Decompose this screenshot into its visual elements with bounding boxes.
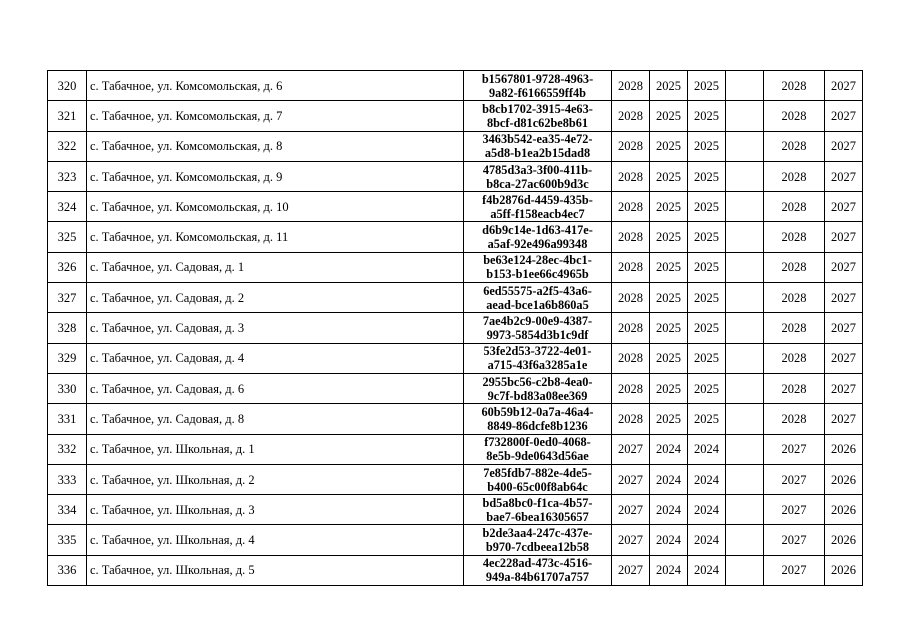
guid-line-2: bae7-6bea16305657: [486, 509, 589, 524]
row-number: 324: [48, 192, 87, 222]
table-body: [48, 71, 863, 586]
guid-line-1: b2de3aa4-247c-437e-: [482, 526, 593, 541]
address-cell: с. Табачное, ул. Школьная, д. 2: [87, 464, 464, 494]
house-guid-cell: [464, 404, 612, 434]
guid-line-2: b970-7cdbeea12b58: [485, 540, 590, 555]
house-guid-cell: [464, 283, 612, 313]
year-cell-2: 2025: [650, 131, 688, 161]
guid-line-2: b153-b1ee66c4965b: [486, 267, 589, 282]
year-cell-5: 2028: [764, 192, 825, 222]
year-cell-4: [726, 192, 764, 222]
year-cell-6: 2027: [825, 343, 863, 373]
year-cell-6: 2027: [825, 404, 863, 434]
address-cell: с. Табачное, ул. Комсомольская, д. 11: [87, 222, 464, 252]
year-cell-5: 2028: [764, 252, 825, 282]
table-row: [48, 192, 863, 222]
year-cell-2: 2025: [650, 71, 688, 101]
year-cell-5: 2028: [764, 283, 825, 313]
address-cell: с. Табачное, ул. Садовая, д. 8: [87, 404, 464, 434]
house-guid-cell: [464, 313, 612, 343]
year-cell-4: [726, 343, 764, 373]
year-cell-6: 2027: [825, 131, 863, 161]
year-cell-3: 2025: [688, 373, 726, 403]
address-cell: с. Табачное, ул. Комсомольская, д. 7: [87, 101, 464, 131]
address-cell: с. Табачное, ул. Садовая, д. 4: [87, 343, 464, 373]
table-row: [48, 404, 863, 434]
year-cell-2: 2025: [650, 313, 688, 343]
year-cell-3: 2024: [688, 525, 726, 555]
year-cell-6: 2027: [825, 252, 863, 282]
year-cell-2: 2025: [650, 343, 688, 373]
year-cell-6: 2027: [825, 101, 863, 131]
guid-line-2: a5d8-b1ea2b15dad8: [484, 146, 591, 161]
year-cell-4: [726, 495, 764, 525]
guid-line-1: 4785d3a3-3f00-411b-: [482, 162, 593, 177]
row-number: 332: [48, 434, 87, 464]
year-cell-4: [726, 252, 764, 282]
guid-line-1: 4ec228ad-473c-4516-: [482, 556, 593, 571]
year-cell-1: 2028: [612, 373, 650, 403]
table-row: [48, 283, 863, 313]
year-cell-3: 2025: [688, 161, 726, 191]
row-number: 323: [48, 161, 87, 191]
year-cell-4: [726, 373, 764, 403]
table-row: [48, 71, 863, 101]
guid-line-2: a5af-92e496a99348: [487, 237, 588, 252]
year-cell-2: 2025: [650, 192, 688, 222]
year-cell-2: 2024: [650, 495, 688, 525]
table-row: [48, 101, 863, 131]
year-cell-1: 2027: [612, 555, 650, 585]
house-guid-cell: [464, 192, 612, 222]
year-cell-5: 2028: [764, 101, 825, 131]
guid-line-2: 949a-84b61707a757: [485, 570, 590, 585]
year-cell-1: 2028: [612, 131, 650, 161]
year-cell-3: 2024: [688, 495, 726, 525]
year-cell-6: 2026: [825, 464, 863, 494]
house-guid-cell: [464, 464, 612, 494]
year-cell-2: 2025: [650, 404, 688, 434]
year-cell-3: 2025: [688, 131, 726, 161]
year-cell-1: 2028: [612, 252, 650, 282]
year-cell-2: 2025: [650, 252, 688, 282]
year-cell-1: 2028: [612, 404, 650, 434]
address-cell: с. Табачное, ул. Комсомольская, д. 6: [87, 71, 464, 101]
guid-line-1: 2955bc56-c2b8-4ea0-: [482, 374, 593, 389]
house-guid-cell: [464, 101, 612, 131]
row-number: 331: [48, 404, 87, 434]
guid-line-1: b8cb1702-3915-4e63-: [482, 101, 593, 116]
table-row: [48, 555, 863, 585]
house-guid-cell: [464, 161, 612, 191]
year-cell-6: 2026: [825, 495, 863, 525]
row-number: 330: [48, 373, 87, 403]
table-row: [48, 313, 863, 343]
row-number: 321: [48, 101, 87, 131]
row-number: 322: [48, 131, 87, 161]
year-cell-3: 2025: [688, 313, 726, 343]
document-table: [47, 70, 863, 586]
year-cell-2: 2024: [650, 555, 688, 585]
year-cell-1: 2028: [612, 313, 650, 343]
guid-line-2: 8849-86dcfe8b1236: [487, 418, 588, 433]
year-cell-3: 2025: [688, 222, 726, 252]
guid-line-1: be63e124-28ec-4bc1-: [483, 253, 592, 268]
year-cell-5: 2027: [764, 434, 825, 464]
year-cell-1: 2027: [612, 434, 650, 464]
year-cell-1: 2027: [612, 525, 650, 555]
year-cell-5: 2028: [764, 71, 825, 101]
house-guid-cell: [464, 525, 612, 555]
year-cell-2: 2025: [650, 101, 688, 131]
table-row: [48, 434, 863, 464]
year-cell-6: 2027: [825, 222, 863, 252]
year-cell-6: 2027: [825, 373, 863, 403]
year-cell-5: 2028: [764, 131, 825, 161]
year-cell-4: [726, 283, 764, 313]
year-cell-6: 2027: [825, 161, 863, 191]
address-cell: с. Табачное, ул. Комсомольская, д. 9: [87, 161, 464, 191]
year-cell-2: 2025: [650, 161, 688, 191]
year-cell-5: 2028: [764, 343, 825, 373]
guid-line-2: a5ff-f158eacb4ec7: [490, 206, 585, 221]
year-cell-4: [726, 313, 764, 343]
row-number: 320: [48, 71, 87, 101]
address-cell: с. Табачное, ул. Школьная, д. 3: [87, 495, 464, 525]
house-guid-cell: [464, 343, 612, 373]
house-guid-cell: [464, 71, 612, 101]
year-cell-6: 2026: [825, 525, 863, 555]
table-row: [48, 222, 863, 252]
year-cell-2: 2025: [650, 283, 688, 313]
house-guid-cell: [464, 131, 612, 161]
year-cell-6: 2027: [825, 192, 863, 222]
table-row: [48, 495, 863, 525]
address-cell: с. Табачное, ул. Садовая, д. 2: [87, 283, 464, 313]
year-cell-1: 2028: [612, 283, 650, 313]
guid-line-1: f732800f-0ed0-4068-: [484, 435, 591, 450]
year-cell-3: 2025: [688, 343, 726, 373]
year-cell-4: [726, 464, 764, 494]
year-cell-6: 2027: [825, 313, 863, 343]
table-row: [48, 131, 863, 161]
year-cell-6: 2027: [825, 71, 863, 101]
guid-line-1: b1567801-9728-4963-: [481, 71, 594, 86]
year-cell-5: 2027: [764, 464, 825, 494]
year-cell-4: [726, 161, 764, 191]
year-cell-4: [726, 222, 764, 252]
house-guid-cell: [464, 555, 612, 585]
year-cell-6: 2026: [825, 434, 863, 464]
year-cell-3: 2025: [688, 252, 726, 282]
year-cell-5: 2028: [764, 161, 825, 191]
year-cell-4: [726, 525, 764, 555]
year-cell-5: 2028: [764, 313, 825, 343]
guid-line-2: b400-65c00f8ab64c: [487, 479, 588, 494]
guid-line-2: 9973-5854d3b1c9df: [486, 328, 589, 343]
year-cell-3: 2024: [688, 555, 726, 585]
year-cell-1: 2028: [612, 161, 650, 191]
guid-line-1: f4b2876d-4459-435b-: [482, 192, 593, 207]
year-cell-1: 2028: [612, 343, 650, 373]
house-guid-cell: [464, 373, 612, 403]
house-guid-cell: [464, 222, 612, 252]
guid-line-1: 6ed55575-a2f5-43a6-: [483, 283, 592, 298]
house-guid-cell: [464, 252, 612, 282]
row-number: 325: [48, 222, 87, 252]
guid-line-2: 9a82-f6166559ff4b: [488, 85, 586, 100]
row-number: 326: [48, 252, 87, 282]
year-cell-2: 2025: [650, 373, 688, 403]
year-cell-6: 2026: [825, 555, 863, 585]
year-cell-1: 2028: [612, 192, 650, 222]
table-row: [48, 343, 863, 373]
guid-line-1: bd5a8bc0-f1ca-4b57-: [482, 495, 593, 510]
guid-line-1: 7ae4b2c9-00e9-4387-: [482, 314, 593, 329]
year-cell-5: 2027: [764, 495, 825, 525]
guid-line-2: aead-bce1a6b860a5: [486, 297, 589, 312]
year-cell-3: 2024: [688, 464, 726, 494]
year-cell-6: 2027: [825, 283, 863, 313]
address-cell: с. Табачное, ул. Школьная, д. 4: [87, 525, 464, 555]
year-cell-5: 2027: [764, 525, 825, 555]
year-cell-3: 2025: [688, 192, 726, 222]
year-cell-2: 2025: [650, 222, 688, 252]
row-number: 333: [48, 464, 87, 494]
year-cell-1: 2028: [612, 71, 650, 101]
guid-line-1: 3463b542-ea35-4e72-: [482, 132, 593, 147]
year-cell-5: 2027: [764, 555, 825, 585]
address-cell: с. Табачное, ул. Комсомольская, д. 10: [87, 192, 464, 222]
address-cell: с. Табачное, ул. Садовая, д. 6: [87, 373, 464, 403]
year-cell-4: [726, 101, 764, 131]
address-cell: с. Табачное, ул. Садовая, д. 1: [87, 252, 464, 282]
year-cell-3: 2025: [688, 101, 726, 131]
year-cell-1: 2027: [612, 464, 650, 494]
house-guid-cell: [464, 495, 612, 525]
house-guid-cell: [464, 434, 612, 464]
year-cell-4: [726, 555, 764, 585]
guid-line-2: 9c7f-bd83a08ee369: [487, 388, 588, 403]
address-cell: с. Табачное, ул. Комсомольская, д. 8: [87, 131, 464, 161]
year-cell-5: 2028: [764, 222, 825, 252]
address-cell: с. Табачное, ул. Школьная, д. 5: [87, 555, 464, 585]
row-number: 335: [48, 525, 87, 555]
table-row: [48, 161, 863, 191]
guid-line-2: b8ca-27ac600b9d3c: [486, 176, 589, 191]
year-cell-5: 2028: [764, 404, 825, 434]
year-cell-1: 2028: [612, 222, 650, 252]
year-cell-3: 2025: [688, 283, 726, 313]
year-cell-4: [726, 131, 764, 161]
year-cell-5: 2028: [764, 373, 825, 403]
address-cell: с. Табачное, ул. Школьная, д. 1: [87, 434, 464, 464]
year-cell-4: [726, 71, 764, 101]
year-cell-3: 2024: [688, 434, 726, 464]
row-number: 336: [48, 555, 87, 585]
year-cell-1: 2027: [612, 495, 650, 525]
row-number: 327: [48, 283, 87, 313]
address-cell: с. Табачное, ул. Садовая, д. 3: [87, 313, 464, 343]
guid-line-2: 8e5b-9de0643d56ae: [486, 449, 589, 464]
year-cell-4: [726, 404, 764, 434]
guid-line-1: 7e85fdb7-882e-4de5-: [483, 465, 592, 480]
row-number: 334: [48, 495, 87, 525]
year-cell-2: 2024: [650, 464, 688, 494]
table-row: [48, 252, 863, 282]
guid-line-1: 53fe2d53-3722-4e01-: [483, 344, 592, 359]
table-row: [48, 373, 863, 403]
table-row: [48, 464, 863, 494]
year-cell-3: 2025: [688, 71, 726, 101]
table-row: [48, 525, 863, 555]
year-cell-2: 2024: [650, 525, 688, 555]
row-number: 329: [48, 343, 87, 373]
year-cell-2: 2024: [650, 434, 688, 464]
guid-line-2: 8bcf-d81c62be8b61: [486, 115, 589, 130]
row-number: 328: [48, 313, 87, 343]
guid-line-1: d6b9c14e-1d63-417e-: [482, 223, 593, 238]
guid-line-2: a715-43f6a3285a1e: [487, 358, 588, 373]
year-cell-1: 2028: [612, 101, 650, 131]
year-cell-4: [726, 434, 764, 464]
year-cell-3: 2025: [688, 404, 726, 434]
guid-line-1: 60b59b12-0a7a-46a4-: [481, 404, 594, 419]
